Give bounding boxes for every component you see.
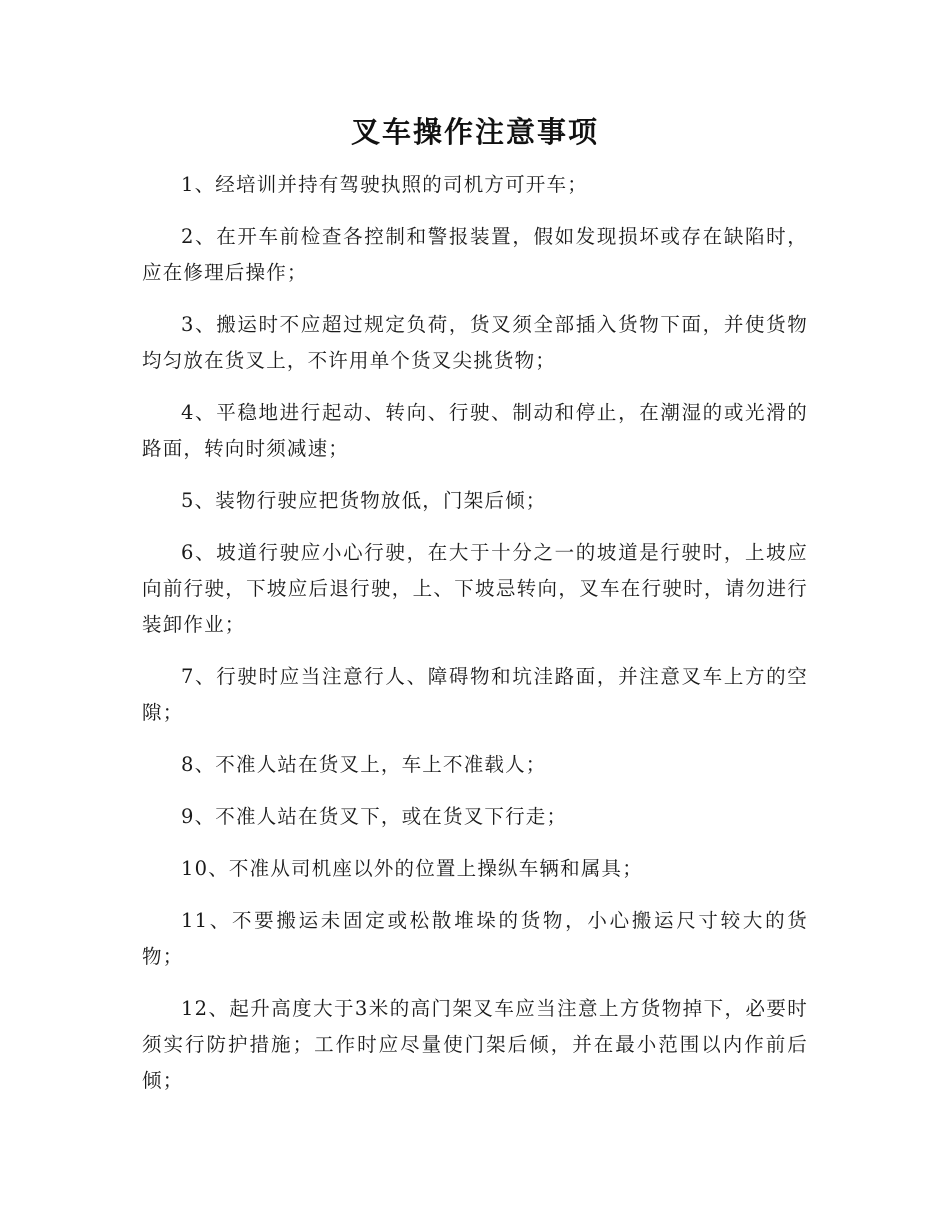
rule-item-7: 7、行驶时应当注意行人、障碍物和坑洼路面，并注意叉车上方的空隙； — [142, 665, 808, 724]
document-title: 叉车操作注意事项 — [350, 115, 599, 149]
rule-item-12: 12、起升高度大于3米的高门架叉车应当注意上方货物掉下，必要时须实行防护措施；工作时应尽量使门架后倾，并在最小范围以内作前后倾； — [142, 997, 808, 1092]
rule-item-4: 4、平稳地进行起动、转向、行驶、制动和停止，在潮湿的或光滑的路面，转向时须减速； — [142, 401, 808, 460]
rule-item-6: 6、坡道行驶应小心行驶，在大于十分之一的坡道是行驶时，上坡应向前行驶，下坡应后退行驶，上、下坡忌转向，叉车在行驶时，请勿进行装卸作业； — [142, 541, 808, 636]
rule-item-1: 1、经培训并持有驾驶执照的司机方可开车； — [181, 173, 588, 196]
document-body — [142, 167, 808, 1115]
rule-item-5: 5、装物行驶应把货物放低，门架后倾； — [181, 489, 547, 512]
rule-item-10: 10、不准从司机座以外的位置上操纵车辆和属具； — [181, 857, 643, 880]
rule-item-8: 8、不准人站在货叉上，车上不准载人； — [181, 753, 547, 776]
rule-item-3: 3、搬运时不应超过规定负荷，货叉须全部插入货物下面，并使货物均匀放在货叉上，不许用单个货叉尖挑货物； — [142, 313, 808, 372]
rule-item-2: 2、在开车前检查各控制和警报装置，假如发现损坏或存在缺陷时，应在修理后操作； — [142, 225, 808, 284]
rule-item-11: 11、不要搬运未固定或松散堆垛的货物，小心搬运尺寸较大的货物； — [142, 909, 808, 968]
rule-item-9: 9、不准人站在货叉下，或在货叉下行走； — [181, 805, 568, 828]
